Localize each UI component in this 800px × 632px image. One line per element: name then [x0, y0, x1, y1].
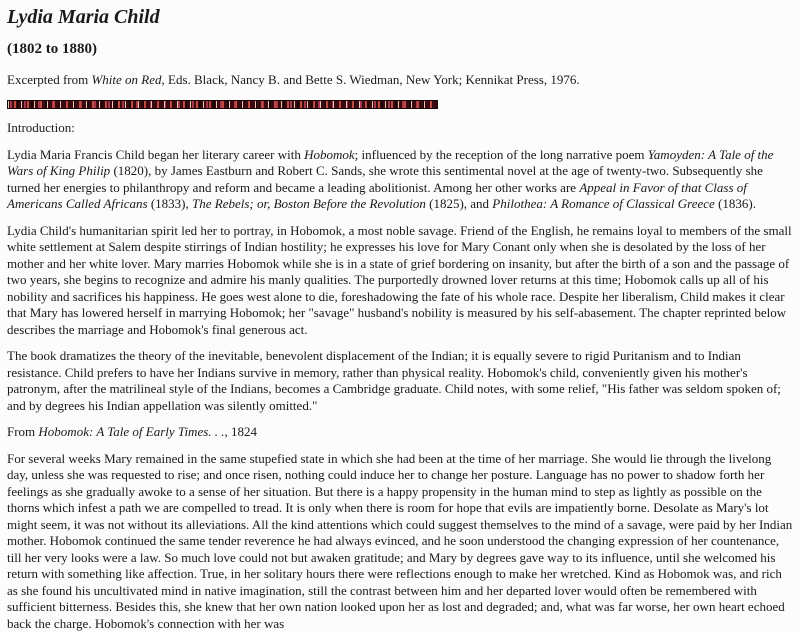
introduction-label: Introduction:: [7, 120, 793, 137]
excerpt-paragraph: For several weeks Mary remained in the same stupefied state in which she had been at the time of her marriage. She would lie through the livelong day, unless she was requested to rise; and once risen, nothing could induce her to change her posture. Language has no power to shadow forth her feelings as she gradually awoke to a sense of her situation. But there is a happy propensity in the human mind to step as lightly as possible on the thorns which infest a path we are compelled to tread. It is only when there is room for hope that evils are impatiently borne. Desolate as Mary's lot might seem, it was not without its alleviations. All the kind attentions which could suggest themselves to the mind of a savage, were paid by her Indian mother. Hobomok continued the same tender reverence he had always evinced, and he soon understood the changing expression of her countenance, till her very looks were a law. So much love could not but awaken gratitude; and Mary by degrees gave way to its influence, until she welcomed his return with something like affection. True, in her solitary hours there were reflections enough to make her wretched. Kind as Hobomok was, and rich as she found his uncultivated mind in native imagination, still the contrast between him and her departed lover would often be remembered with sufficient bitterness. Besides this, she knew that her own nation looked upon her as lost and degraded; and, what was far worse, her own heart echoed back the charge. Hobomok's connection with her was: [7, 451, 793, 632]
paragraph-literary-career: Lydia Maria Francis Child began her literary career with Hobomok; influenced by the reception of the long narrative poem Yamoyden: A Tale of the Wars of King Philip (1820), by James Eastburn and Robert C. Sands, she wrote this sentimental novel at the age of twenty-two. Subsequently she turned her energies to philanthropy and reform and became a leading abolitionist. Among her other works are Appeal in Favor of that Class of Americans Called Africans (1833), The Rebels; or, Boston Before the Revolution (1825), and Philothea: A Romance of Classical Greece (1836).: [7, 147, 793, 213]
decorative-divider: [7, 100, 438, 109]
paragraph-humanitarian-spirit: Lydia Child's humanitarian spirit led her to portray, in Hobomok, a most noble savage. Friend of the English, he remains loyal to members of the small white settlement at Salem despite stirrings of Indian hostility; he expresses his love for Mary Conant only when she is desolated by the loss of her mother and her white lover. Mary marries Hobomok while she is in a state of grief bordering on insanity, but after the birth of a son and the passage of two years, she begins to recognize and admire his manly qualities. The purportedly drowned lover returns at this time; Hobomok calls up all of his nobility and sacrifices his happiness. He goes west alone to die, foreshadowing the fate of his whole race. Despite her liberalism, Child makes it clear that Mary has lowered herself in marrying Hobomok; her "savage" husband's nobility is measured by his self-abasement. The chapter reprinted below describes the marriage and Hobomok's final generous act.: [7, 223, 793, 339]
page-title: Lydia Maria Child: [7, 6, 793, 29]
source-citation: Excerpted from White on Red, Eds. Black, Nancy B. and Bette S. Wiedman, New York; Kennikat Press, 1976.: [7, 72, 793, 89]
from-source-line: From Hobomok: A Tale of Early Times. . ., 1824: [7, 424, 793, 441]
paragraph-book-theory: The book dramatizes the theory of the inevitable, benevolent displacement of the Indian; it is equally severe to rigid Puritanism and to Indian resistance. Child prefers to have her Indians survive in memory, rather than physical reality. Hobomok's child, conveniently given his mother's patronym, after the matrilineal style of the Indians, becomes a Cambridge graduate. Child notes, with some relief, "His father was seldom spoken of; and by degrees his Indian appellation was silently omitted.": [7, 348, 793, 414]
life-dates: (1802 to 1880): [7, 41, 793, 58]
